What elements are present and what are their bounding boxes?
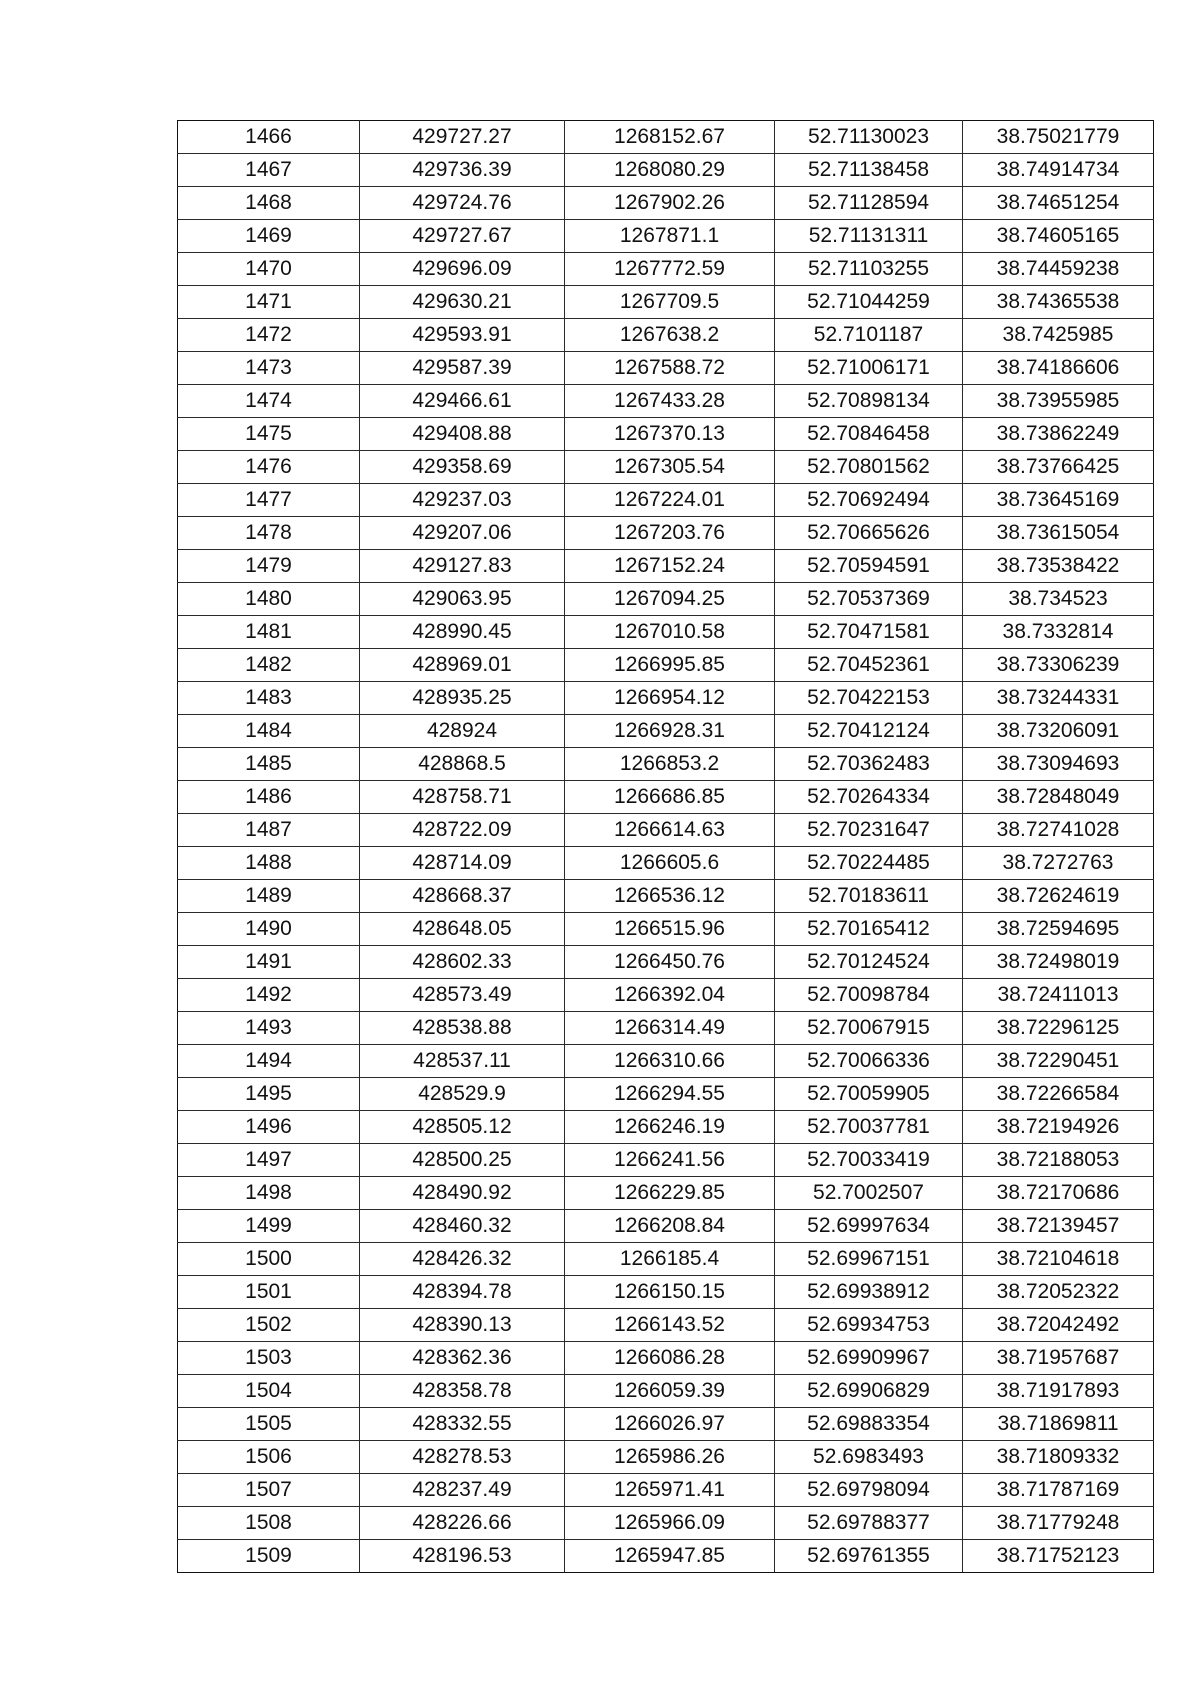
latitude-cell: 52.69938912 <box>775 1276 963 1309</box>
point-number-cell: 1477 <box>178 484 360 517</box>
point-number-cell: 1486 <box>178 781 360 814</box>
table-row <box>178 979 1154 1012</box>
x-coordinate-cell: 428426.32 <box>360 1243 565 1276</box>
point-number-cell: 1501 <box>178 1276 360 1309</box>
x-coordinate-cell: 428714.09 <box>360 847 565 880</box>
table-row <box>178 1342 1154 1375</box>
x-coordinate-cell: 428668.37 <box>360 880 565 913</box>
longitude-cell: 38.71957687 <box>963 1342 1154 1375</box>
latitude-cell: 52.69909967 <box>775 1342 963 1375</box>
table-row <box>178 286 1154 319</box>
point-number-cell: 1470 <box>178 253 360 286</box>
table-row <box>178 814 1154 847</box>
y-coordinate-cell: 1265947.85 <box>565 1540 775 1573</box>
latitude-cell: 52.70362483 <box>775 748 963 781</box>
latitude-cell: 52.70033419 <box>775 1144 963 1177</box>
y-coordinate-cell: 1266605.6 <box>565 847 775 880</box>
table-row <box>178 1408 1154 1441</box>
latitude-cell: 52.69883354 <box>775 1408 963 1441</box>
latitude-cell: 52.70165412 <box>775 913 963 946</box>
longitude-cell: 38.71779248 <box>963 1507 1154 1540</box>
latitude-cell: 52.70471581 <box>775 616 963 649</box>
point-number-cell: 1483 <box>178 682 360 715</box>
longitude-cell: 38.73862249 <box>963 418 1154 451</box>
table-row <box>178 121 1154 154</box>
longitude-cell: 38.73645169 <box>963 484 1154 517</box>
latitude-cell: 52.70183611 <box>775 880 963 913</box>
y-coordinate-cell: 1266686.85 <box>565 781 775 814</box>
x-coordinate-cell: 429237.03 <box>360 484 565 517</box>
y-coordinate-cell: 1266450.76 <box>565 946 775 979</box>
y-coordinate-cell: 1267588.72 <box>565 352 775 385</box>
y-coordinate-cell: 1266241.56 <box>565 1144 775 1177</box>
point-number-cell: 1469 <box>178 220 360 253</box>
latitude-cell: 52.70452361 <box>775 649 963 682</box>
x-coordinate-cell: 428505.12 <box>360 1111 565 1144</box>
latitude-cell: 52.70059905 <box>775 1078 963 1111</box>
y-coordinate-cell: 1267224.01 <box>565 484 775 517</box>
y-coordinate-cell: 1267010.58 <box>565 616 775 649</box>
longitude-cell: 38.734523 <box>963 583 1154 616</box>
y-coordinate-cell: 1267094.25 <box>565 583 775 616</box>
x-coordinate-cell: 429127.83 <box>360 550 565 583</box>
longitude-cell: 38.72170686 <box>963 1177 1154 1210</box>
table-row <box>178 1507 1154 1540</box>
table-row <box>178 649 1154 682</box>
y-coordinate-cell: 1267433.28 <box>565 385 775 418</box>
longitude-cell: 38.72188053 <box>963 1144 1154 1177</box>
y-coordinate-cell: 1266150.15 <box>565 1276 775 1309</box>
longitude-cell: 38.74651254 <box>963 187 1154 220</box>
point-number-cell: 1488 <box>178 847 360 880</box>
table-row <box>178 781 1154 814</box>
x-coordinate-cell: 428648.05 <box>360 913 565 946</box>
x-coordinate-cell: 428758.71 <box>360 781 565 814</box>
y-coordinate-cell: 1267902.26 <box>565 187 775 220</box>
table-row <box>178 550 1154 583</box>
x-coordinate-cell: 429736.39 <box>360 154 565 187</box>
longitude-cell: 38.72624619 <box>963 880 1154 913</box>
y-coordinate-cell: 1266314.49 <box>565 1012 775 1045</box>
latitude-cell: 52.70846458 <box>775 418 963 451</box>
x-coordinate-cell: 429630.21 <box>360 286 565 319</box>
table-row <box>178 154 1154 187</box>
x-coordinate-cell: 429466.61 <box>360 385 565 418</box>
longitude-cell: 38.73206091 <box>963 715 1154 748</box>
x-coordinate-cell: 429408.88 <box>360 418 565 451</box>
x-coordinate-cell: 429593.91 <box>360 319 565 352</box>
point-number-cell: 1493 <box>178 1012 360 1045</box>
y-coordinate-cell: 1266246.19 <box>565 1111 775 1144</box>
longitude-cell: 38.72042492 <box>963 1309 1154 1342</box>
y-coordinate-cell: 1266185.4 <box>565 1243 775 1276</box>
y-coordinate-cell: 1266392.04 <box>565 979 775 1012</box>
y-coordinate-cell: 1266515.96 <box>565 913 775 946</box>
point-number-cell: 1472 <box>178 319 360 352</box>
latitude-cell: 52.69788377 <box>775 1507 963 1540</box>
x-coordinate-cell: 428278.53 <box>360 1441 565 1474</box>
table-row <box>178 847 1154 880</box>
y-coordinate-cell: 1266928.31 <box>565 715 775 748</box>
point-number-cell: 1487 <box>178 814 360 847</box>
table-row <box>178 913 1154 946</box>
x-coordinate-cell: 428196.53 <box>360 1540 565 1573</box>
x-coordinate-cell: 428237.49 <box>360 1474 565 1507</box>
table-row <box>178 484 1154 517</box>
y-coordinate-cell: 1266536.12 <box>565 880 775 913</box>
y-coordinate-cell: 1266059.39 <box>565 1375 775 1408</box>
latitude-cell: 52.70665626 <box>775 517 963 550</box>
point-number-cell: 1504 <box>178 1375 360 1408</box>
latitude-cell: 52.69761355 <box>775 1540 963 1573</box>
y-coordinate-cell: 1267709.5 <box>565 286 775 319</box>
x-coordinate-cell: 428924 <box>360 715 565 748</box>
x-coordinate-cell: 428722.09 <box>360 814 565 847</box>
y-coordinate-cell: 1266310.66 <box>565 1045 775 1078</box>
latitude-cell: 52.70231647 <box>775 814 963 847</box>
x-coordinate-cell: 429696.09 <box>360 253 565 286</box>
latitude-cell: 52.69798094 <box>775 1474 963 1507</box>
x-coordinate-cell: 428332.55 <box>360 1408 565 1441</box>
y-coordinate-cell: 1267305.54 <box>565 451 775 484</box>
point-number-cell: 1478 <box>178 517 360 550</box>
x-coordinate-cell: 428226.66 <box>360 1507 565 1540</box>
table-row <box>178 1540 1154 1573</box>
longitude-cell: 38.72104618 <box>963 1243 1154 1276</box>
table-row <box>178 517 1154 550</box>
y-coordinate-cell: 1266229.85 <box>565 1177 775 1210</box>
y-coordinate-cell: 1266294.55 <box>565 1078 775 1111</box>
point-number-cell: 1485 <box>178 748 360 781</box>
coordinates-table-body <box>178 121 1154 1573</box>
longitude-cell: 38.71787169 <box>963 1474 1154 1507</box>
table-row <box>178 583 1154 616</box>
x-coordinate-cell: 428362.36 <box>360 1342 565 1375</box>
latitude-cell: 52.70898134 <box>775 385 963 418</box>
latitude-cell: 52.71128594 <box>775 187 963 220</box>
y-coordinate-cell: 1265986.26 <box>565 1441 775 1474</box>
x-coordinate-cell: 428573.49 <box>360 979 565 1012</box>
y-coordinate-cell: 1266995.85 <box>565 649 775 682</box>
latitude-cell: 52.71131311 <box>775 220 963 253</box>
point-number-cell: 1480 <box>178 583 360 616</box>
point-number-cell: 1491 <box>178 946 360 979</box>
x-coordinate-cell: 429727.27 <box>360 121 565 154</box>
longitude-cell: 38.72052322 <box>963 1276 1154 1309</box>
point-number-cell: 1468 <box>178 187 360 220</box>
table-row <box>178 682 1154 715</box>
point-number-cell: 1502 <box>178 1309 360 1342</box>
longitude-cell: 38.72594695 <box>963 913 1154 946</box>
x-coordinate-cell: 428602.33 <box>360 946 565 979</box>
longitude-cell: 38.72498019 <box>963 946 1154 979</box>
latitude-cell: 52.69967151 <box>775 1243 963 1276</box>
table-row <box>178 616 1154 649</box>
longitude-cell: 38.72266584 <box>963 1078 1154 1111</box>
table-row <box>178 1243 1154 1276</box>
longitude-cell: 38.73094693 <box>963 748 1154 781</box>
x-coordinate-cell: 428990.45 <box>360 616 565 649</box>
longitude-cell: 38.71917893 <box>963 1375 1154 1408</box>
x-coordinate-cell: 428538.88 <box>360 1012 565 1045</box>
table-row <box>178 946 1154 979</box>
y-coordinate-cell: 1268152.67 <box>565 121 775 154</box>
latitude-cell: 52.71138458 <box>775 154 963 187</box>
table-row <box>178 1441 1154 1474</box>
latitude-cell: 52.70264334 <box>775 781 963 814</box>
latitude-cell: 52.70422153 <box>775 682 963 715</box>
longitude-cell: 38.72296125 <box>963 1012 1154 1045</box>
latitude-cell: 52.69997634 <box>775 1210 963 1243</box>
x-coordinate-cell: 429587.39 <box>360 352 565 385</box>
y-coordinate-cell: 1267772.59 <box>565 253 775 286</box>
latitude-cell: 52.70224485 <box>775 847 963 880</box>
table-row <box>178 715 1154 748</box>
longitude-cell: 38.72290451 <box>963 1045 1154 1078</box>
latitude-cell: 52.69906829 <box>775 1375 963 1408</box>
point-number-cell: 1484 <box>178 715 360 748</box>
point-number-cell: 1466 <box>178 121 360 154</box>
longitude-cell: 38.73306239 <box>963 649 1154 682</box>
x-coordinate-cell: 428537.11 <box>360 1045 565 1078</box>
point-number-cell: 1505 <box>178 1408 360 1441</box>
point-number-cell: 1490 <box>178 913 360 946</box>
point-number-cell: 1489 <box>178 880 360 913</box>
longitude-cell: 38.74605165 <box>963 220 1154 253</box>
point-number-cell: 1467 <box>178 154 360 187</box>
table-row <box>178 1375 1154 1408</box>
point-number-cell: 1500 <box>178 1243 360 1276</box>
point-number-cell: 1503 <box>178 1342 360 1375</box>
longitude-cell: 38.7332814 <box>963 616 1154 649</box>
x-coordinate-cell: 428500.25 <box>360 1144 565 1177</box>
x-coordinate-cell: 428490.92 <box>360 1177 565 1210</box>
longitude-cell: 38.75021779 <box>963 121 1154 154</box>
latitude-cell: 52.6983493 <box>775 1441 963 1474</box>
y-coordinate-cell: 1268080.29 <box>565 154 775 187</box>
x-coordinate-cell: 428390.13 <box>360 1309 565 1342</box>
y-coordinate-cell: 1267370.13 <box>565 418 775 451</box>
longitude-cell: 38.74365538 <box>963 286 1154 319</box>
table-row <box>178 880 1154 913</box>
latitude-cell: 52.71103255 <box>775 253 963 286</box>
table-row <box>178 352 1154 385</box>
table-row <box>178 1309 1154 1342</box>
table-row <box>178 1474 1154 1507</box>
point-number-cell: 1482 <box>178 649 360 682</box>
longitude-cell: 38.71869811 <box>963 1408 1154 1441</box>
latitude-cell: 52.70124524 <box>775 946 963 979</box>
latitude-cell: 52.7002507 <box>775 1177 963 1210</box>
point-number-cell: 1498 <box>178 1177 360 1210</box>
latitude-cell: 52.70594591 <box>775 550 963 583</box>
latitude-cell: 52.70066336 <box>775 1045 963 1078</box>
y-coordinate-cell: 1266954.12 <box>565 682 775 715</box>
point-number-cell: 1495 <box>178 1078 360 1111</box>
table-row <box>178 1012 1154 1045</box>
x-coordinate-cell: 429063.95 <box>360 583 565 616</box>
coordinates-table <box>177 120 1154 1573</box>
longitude-cell: 38.72411013 <box>963 979 1154 1012</box>
table-row <box>178 418 1154 451</box>
table-row <box>178 748 1154 781</box>
latitude-cell: 52.70692494 <box>775 484 963 517</box>
point-number-cell: 1509 <box>178 1540 360 1573</box>
latitude-cell: 52.69934753 <box>775 1309 963 1342</box>
y-coordinate-cell: 1265971.41 <box>565 1474 775 1507</box>
table-row <box>178 385 1154 418</box>
point-number-cell: 1507 <box>178 1474 360 1507</box>
longitude-cell: 38.73955985 <box>963 385 1154 418</box>
latitude-cell: 52.70412124 <box>775 715 963 748</box>
table-row <box>178 1177 1154 1210</box>
longitude-cell: 38.74914734 <box>963 154 1154 187</box>
point-number-cell: 1475 <box>178 418 360 451</box>
latitude-cell: 52.71006171 <box>775 352 963 385</box>
point-number-cell: 1508 <box>178 1507 360 1540</box>
point-number-cell: 1479 <box>178 550 360 583</box>
table-row <box>178 1210 1154 1243</box>
y-coordinate-cell: 1266208.84 <box>565 1210 775 1243</box>
latitude-cell: 52.70067915 <box>775 1012 963 1045</box>
y-coordinate-cell: 1266086.28 <box>565 1342 775 1375</box>
point-number-cell: 1476 <box>178 451 360 484</box>
x-coordinate-cell: 428868.5 <box>360 748 565 781</box>
longitude-cell: 38.71752123 <box>963 1540 1154 1573</box>
table-row <box>178 253 1154 286</box>
x-coordinate-cell: 429727.67 <box>360 220 565 253</box>
point-number-cell: 1496 <box>178 1111 360 1144</box>
y-coordinate-cell: 1266026.97 <box>565 1408 775 1441</box>
y-coordinate-cell: 1265966.09 <box>565 1507 775 1540</box>
longitude-cell: 38.73615054 <box>963 517 1154 550</box>
table-row <box>178 220 1154 253</box>
table-row <box>178 451 1154 484</box>
point-number-cell: 1494 <box>178 1045 360 1078</box>
longitude-cell: 38.7425985 <box>963 319 1154 352</box>
table-row <box>178 1276 1154 1309</box>
x-coordinate-cell: 428969.01 <box>360 649 565 682</box>
y-coordinate-cell: 1266614.63 <box>565 814 775 847</box>
x-coordinate-cell: 429207.06 <box>360 517 565 550</box>
y-coordinate-cell: 1266853.2 <box>565 748 775 781</box>
latitude-cell: 52.71130023 <box>775 121 963 154</box>
y-coordinate-cell: 1267152.24 <box>565 550 775 583</box>
x-coordinate-cell: 428394.78 <box>360 1276 565 1309</box>
longitude-cell: 38.73538422 <box>963 550 1154 583</box>
longitude-cell: 38.72848049 <box>963 781 1154 814</box>
latitude-cell: 52.7101187 <box>775 319 963 352</box>
x-coordinate-cell: 428529.9 <box>360 1078 565 1111</box>
point-number-cell: 1473 <box>178 352 360 385</box>
longitude-cell: 38.72139457 <box>963 1210 1154 1243</box>
point-number-cell: 1481 <box>178 616 360 649</box>
latitude-cell: 52.70098784 <box>775 979 963 1012</box>
table-row <box>178 1111 1154 1144</box>
longitude-cell: 38.72741028 <box>963 814 1154 847</box>
longitude-cell: 38.74459238 <box>963 253 1154 286</box>
point-number-cell: 1506 <box>178 1441 360 1474</box>
latitude-cell: 52.71044259 <box>775 286 963 319</box>
longitude-cell: 38.73244331 <box>963 682 1154 715</box>
x-coordinate-cell: 428935.25 <box>360 682 565 715</box>
table-row <box>178 319 1154 352</box>
point-number-cell: 1497 <box>178 1144 360 1177</box>
latitude-cell: 52.70537369 <box>775 583 963 616</box>
longitude-cell: 38.71809332 <box>963 1441 1154 1474</box>
x-coordinate-cell: 429724.76 <box>360 187 565 220</box>
latitude-cell: 52.70801562 <box>775 451 963 484</box>
point-number-cell: 1471 <box>178 286 360 319</box>
point-number-cell: 1474 <box>178 385 360 418</box>
longitude-cell: 38.72194926 <box>963 1111 1154 1144</box>
latitude-cell: 52.70037781 <box>775 1111 963 1144</box>
table-row <box>178 187 1154 220</box>
point-number-cell: 1499 <box>178 1210 360 1243</box>
longitude-cell: 38.74186606 <box>963 352 1154 385</box>
y-coordinate-cell: 1267203.76 <box>565 517 775 550</box>
x-coordinate-cell: 429358.69 <box>360 451 565 484</box>
longitude-cell: 38.73766425 <box>963 451 1154 484</box>
y-coordinate-cell: 1267638.2 <box>565 319 775 352</box>
y-coordinate-cell: 1267871.1 <box>565 220 775 253</box>
table-row <box>178 1078 1154 1111</box>
longitude-cell: 38.7272763 <box>963 847 1154 880</box>
x-coordinate-cell: 428358.78 <box>360 1375 565 1408</box>
point-number-cell: 1492 <box>178 979 360 1012</box>
table-row <box>178 1144 1154 1177</box>
y-coordinate-cell: 1266143.52 <box>565 1309 775 1342</box>
x-coordinate-cell: 428460.32 <box>360 1210 565 1243</box>
table-row <box>178 1045 1154 1078</box>
